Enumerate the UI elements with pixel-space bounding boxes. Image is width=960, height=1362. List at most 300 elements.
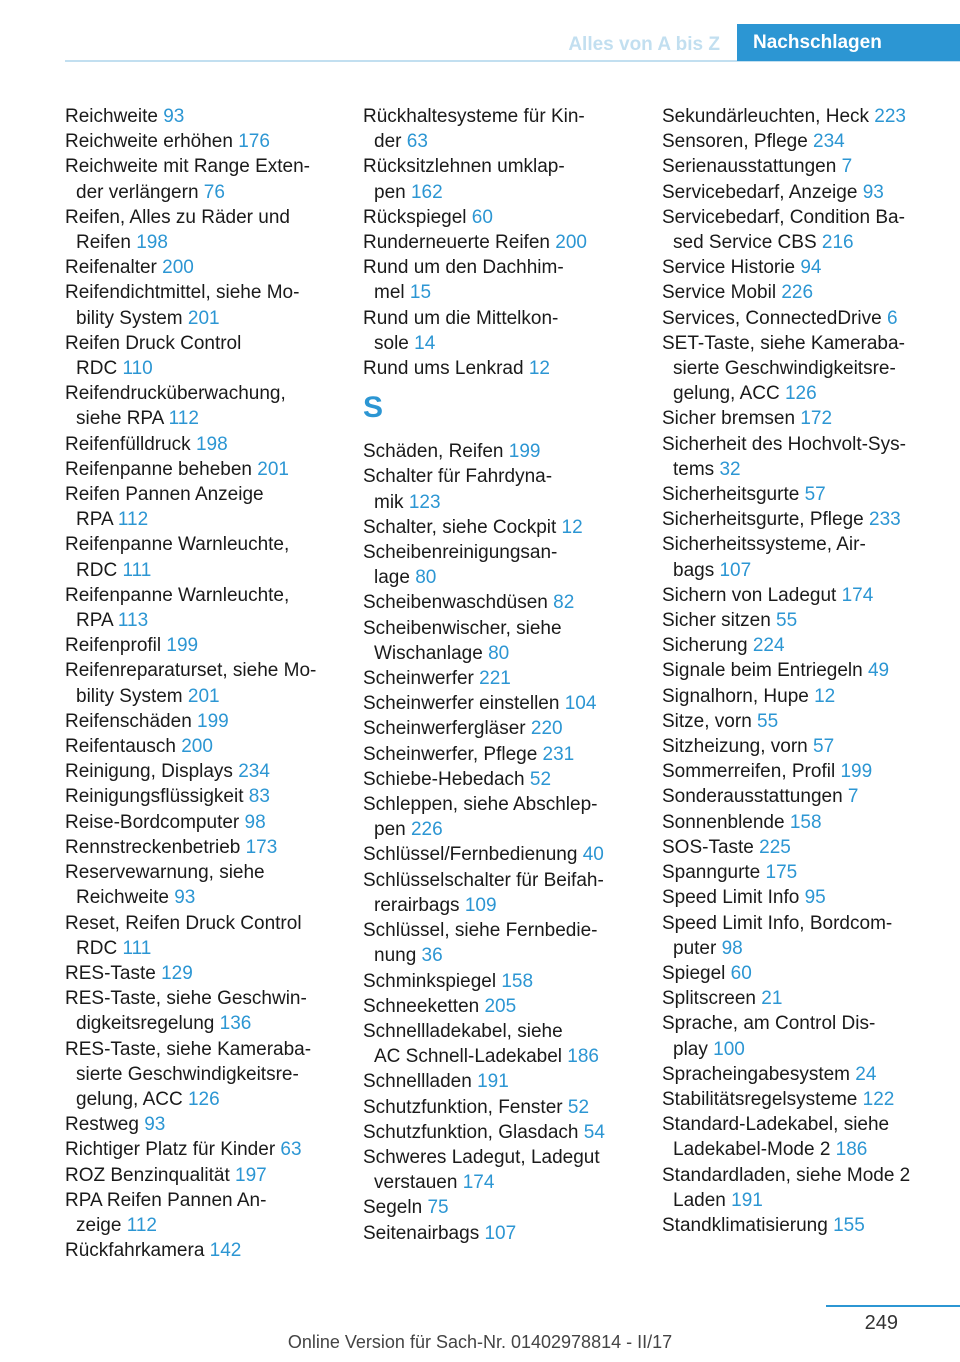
index-column-3: [662, 104, 952, 1238]
page-reference-link[interactable]: 216: [821, 232, 854, 254]
index-entry-text: Scheinwerfer: [363, 668, 480, 690]
index-entry: [662, 180, 952, 205]
page-reference-link[interactable]: 226: [781, 282, 814, 304]
index-entry-text: RPA: [76, 509, 118, 531]
index-entry-text: Schäden, Reifen: [363, 441, 509, 463]
index-entry-text: Reifen, Alles zu Räder und: [65, 206, 290, 228]
index-entry-text: Scheibenwaschdüsen: [363, 592, 554, 614]
page-reference-link[interactable]: 75: [427, 1197, 449, 1219]
index-entry-text: Reifentausch: [65, 736, 182, 758]
index-entry-text: Reichweite erhöhen: [65, 131, 239, 153]
index-entry: [65, 381, 340, 431]
index-entry-text: RES-Taste: [65, 962, 162, 984]
index-entry-text: Schlüssel/Fernbedienung: [363, 844, 583, 866]
index-entry-text: Sicherheit des Hochvolt-Sys-: [662, 433, 906, 455]
index-entry: [363, 1221, 638, 1246]
index-entry-text: RES-Taste, siehe Kameraba-: [65, 1038, 312, 1060]
index-entry-text: Sicher sitzen: [662, 610, 777, 632]
page-reference-link[interactable]: 122: [862, 1088, 895, 1110]
page-reference-link[interactable]: 95: [804, 887, 826, 909]
page-reference-link[interactable]: 98: [244, 811, 266, 833]
index-entry-text: Splitscreen: [662, 988, 762, 1010]
breadcrumb-section[interactable]: Alles von A bis Z: [568, 34, 720, 55]
index-entry-text: Reifenfülldruck: [65, 433, 196, 455]
index-entry-text: ROZ Benzinqualität: [65, 1164, 236, 1186]
index-entry: [65, 1112, 340, 1137]
index-entry-text: Reichweite: [65, 106, 164, 127]
index-entry: [662, 280, 952, 305]
index-entry-text: Scheinwerfer, Pflege: [363, 743, 543, 765]
index-entry-text: tems: [673, 458, 720, 480]
index-entry: [662, 633, 952, 658]
index-entry-text: Sicher bremsen: [662, 408, 801, 430]
index-entry: [65, 810, 340, 835]
index-entry-text: Signale beim Entriegeln: [662, 660, 868, 682]
index-entry-text: Reifenpanne Warnleuchte,: [65, 584, 290, 606]
page-reference-link[interactable]: 54: [583, 1121, 605, 1143]
page-reference-link[interactable]: 55: [776, 610, 798, 632]
index-entry-text: bags: [673, 559, 720, 581]
page-reference-link[interactable]: 7: [841, 156, 853, 178]
page-reference-link[interactable]: 142: [209, 1240, 242, 1262]
index-entry-text: verstauen: [374, 1172, 463, 1194]
page-reference-link[interactable]: 155: [833, 1214, 865, 1236]
index-entry: [65, 129, 340, 154]
index-entry-text: Rund ums Lenkrad: [363, 358, 529, 380]
page-reference-link[interactable]: 93: [144, 1114, 166, 1136]
page-reference-link[interactable]: 63: [406, 131, 428, 153]
page-reference-link[interactable]: 32: [719, 458, 741, 480]
index-entry-text: Spracheingabesystem: [662, 1063, 856, 1085]
page-reference-link[interactable]: 129: [161, 962, 193, 984]
index-entry-text: bility System: [76, 685, 188, 707]
page-reference-link[interactable]: 191: [731, 1189, 763, 1211]
index-entry-text: mel: [374, 282, 410, 304]
page-reference-link[interactable]: 220: [530, 718, 563, 740]
index-entry: [65, 734, 340, 759]
page-reference-link[interactable]: 12: [528, 358, 550, 380]
index-entry-text: Sitzheizung, vorn: [662, 736, 814, 758]
index-entry-text: Reifen Druck Control: [65, 332, 242, 354]
page-reference-link[interactable]: 200: [181, 736, 213, 758]
breadcrumb-chapter-tab[interactable]: Nachschlagen: [737, 24, 960, 61]
page-reference-link[interactable]: 98: [721, 937, 743, 959]
page-reference-link[interactable]: 197: [235, 1164, 267, 1186]
page-reference-link[interactable]: 158: [501, 970, 534, 992]
index-entry: [363, 205, 638, 230]
page-reference-link[interactable]: 162: [410, 181, 443, 203]
page-reference-link[interactable]: 104: [564, 693, 597, 715]
page-reference-link[interactable]: 221: [479, 668, 511, 690]
index-entry-text: RDC: [76, 559, 123, 581]
index-entry: [363, 230, 638, 255]
index-entry-text: Schiebe-Hebedach: [363, 768, 530, 790]
page-reference-link[interactable]: 6: [886, 307, 898, 329]
page-reference-link[interactable]: 93: [174, 887, 196, 909]
page-reference-link[interactable]: 49: [867, 660, 890, 682]
page-reference-link[interactable]: 80: [415, 567, 437, 589]
page-reference-link[interactable]: 24: [855, 1063, 877, 1085]
page-reference-link[interactable]: 199: [508, 441, 541, 463]
index-entry: [65, 482, 340, 532]
index-entry-text: Sonnenblende: [662, 811, 790, 833]
index-entry: [363, 590, 638, 615]
index-entry: [65, 961, 340, 986]
index-entry-text: Laden: [673, 1189, 732, 1211]
index-entry-text: Scheibenreinigungsan-: [363, 542, 558, 564]
page-reference-link[interactable]: 200: [162, 257, 194, 279]
index-entry-text: Reifenpanne Warnleuchte,: [65, 534, 290, 556]
index-entry: [662, 784, 952, 809]
page-reference-link[interactable]: 107: [484, 1222, 517, 1244]
index-entry-text: RDC: [76, 937, 123, 959]
page-reference-link[interactable]: 109: [464, 894, 497, 916]
index-entry-text: Serienausstattungen: [662, 156, 842, 178]
index-entry-text: Reifen: [76, 232, 137, 254]
index-entry-text: Schminkspiegel: [363, 970, 502, 992]
index-entry-text: Schutzfunktion, Glasdach: [363, 1121, 584, 1143]
index-entry-text: RES-Taste, siehe Geschwin-: [65, 988, 307, 1010]
page-reference-link[interactable]: 113: [117, 610, 149, 632]
index-entry: [363, 918, 638, 968]
index-entry: [363, 1120, 638, 1145]
index-entry: [363, 691, 638, 716]
index-entry-text: Reifenpanne beheben: [65, 458, 258, 480]
page-reference-link[interactable]: 57: [813, 736, 835, 758]
page-reference-link[interactable]: 175: [765, 862, 798, 884]
index-entry: [662, 432, 952, 482]
page-reference-link[interactable]: 205: [484, 995, 517, 1017]
index-entry: [662, 759, 952, 784]
index-entry: [363, 515, 638, 540]
index-entry-text: Rund um die Mittelkon-: [363, 307, 559, 329]
index-entry: [65, 255, 340, 280]
index-entry: [363, 356, 638, 381]
page-reference-link[interactable]: 226: [410, 819, 443, 841]
index-entry-text: Richtiger Platz für Kinder: [65, 1139, 281, 1161]
index-entry-text: Sicherheitsgurte: [662, 484, 805, 506]
page-reference-link[interactable]: 83: [248, 786, 270, 808]
page-reference-link[interactable]: 174: [462, 1172, 495, 1194]
index-entry: [662, 608, 952, 633]
index-entry: [662, 104, 952, 129]
page-reference-link[interactable]: 100: [713, 1038, 745, 1060]
index-entry-text: zeige: [76, 1214, 127, 1236]
index-entry-text: RDC: [76, 358, 123, 380]
page-reference-link[interactable]: 15: [409, 282, 432, 304]
index-entry-text: nung: [374, 945, 422, 967]
page-reference-link[interactable]: 7: [847, 786, 859, 808]
index-entry-text: Schlüssel, siehe Fernbedie-: [363, 920, 598, 942]
page-reference-link[interactable]: 223: [874, 106, 906, 127]
index-entry-text: sed Service CBS: [673, 232, 822, 254]
page-reference-link[interactable]: 36: [421, 945, 443, 967]
index-entry-text: der verlängern: [76, 181, 204, 203]
index-entry-text: Schutzfunktion, Fenster: [363, 1096, 568, 1118]
page-reference-link[interactable]: 234: [238, 761, 270, 783]
index-entry-text: Reifen Pannen Anzeige: [65, 484, 264, 506]
index-entry: [662, 709, 952, 734]
index-entry-text: Sonderausstattungen: [662, 786, 848, 808]
page-reference-link[interactable]: 191: [477, 1071, 509, 1093]
page-reference-link[interactable]: 174: [841, 584, 874, 606]
index-entry-text: Sekundärleuchten, Heck: [662, 106, 875, 127]
index-entry: [662, 154, 952, 179]
index-entry-text: Sichern von Ladegut: [662, 584, 842, 606]
page-reference-link[interactable]: 123: [408, 491, 441, 513]
index-entry-text: Ladekabel-Mode 2: [673, 1139, 836, 1161]
page-reference-link[interactable]: 110: [122, 358, 153, 380]
page-reference-link[interactable]: 126: [784, 383, 817, 405]
index-entry-text: Reinigungsflüssigkeit: [65, 786, 249, 808]
page-reference-link[interactable]: 201: [187, 307, 220, 329]
index-entry-text: sole: [374, 332, 415, 354]
page-reference-link[interactable]: 112: [117, 509, 149, 531]
index-entry-text: Servicebedarf, Condition Ba-: [662, 206, 905, 228]
page-reference-link[interactable]: 136: [219, 1013, 252, 1035]
index-entry: [662, 255, 952, 280]
footer-rule: [826, 1305, 960, 1307]
index-entry: [65, 784, 340, 809]
page-reference-link[interactable]: 60: [730, 962, 752, 984]
page-reference-link[interactable]: 158: [789, 811, 822, 833]
index-entry: [662, 810, 952, 835]
index-entry: [363, 306, 638, 356]
page-reference-link[interactable]: 172: [800, 408, 833, 430]
index-entry-text: pen: [374, 819, 411, 841]
index-entry-text: Schnellladekabel, siehe: [363, 1020, 563, 1042]
index-entry: [662, 331, 952, 407]
page-reference-link[interactable]: 186: [567, 1046, 599, 1068]
index-entry: [662, 986, 952, 1011]
index-entry-text: Stabilitätsregelsysteme: [662, 1088, 863, 1110]
index-group-after: [363, 439, 638, 1246]
index-entry: [662, 306, 952, 331]
index-entry: [662, 835, 952, 860]
page-reference-link[interactable]: 94: [800, 257, 822, 279]
index-entry-text: Spiegel: [662, 962, 731, 984]
index-entry-text: Reifenalter: [65, 257, 163, 279]
page-reference-link[interactable]: 112: [126, 1214, 157, 1236]
index-entry: [363, 767, 638, 792]
index-entry: [662, 860, 952, 885]
index-entry-text: Scheinwerfergläser: [363, 718, 531, 740]
index-entry-text: Wischanlage: [374, 642, 489, 664]
index-entry: [65, 583, 340, 633]
index-entry-text: Standard-Ladekabel, siehe: [662, 1114, 890, 1136]
index-entry-text: pen: [374, 181, 411, 203]
index-entry-text: Servicebedarf, Anzeige: [662, 181, 863, 203]
page-number: 249: [864, 1312, 898, 1334]
index-entry-text: Schweres Ladegut, Ladegut: [363, 1146, 600, 1168]
page-reference-link[interactable]: 234: [813, 131, 845, 153]
index-entry-text: play: [673, 1038, 714, 1060]
index-entry-text: Scheibenwischer, siehe: [363, 617, 562, 639]
index-entry: [363, 842, 638, 867]
index-entry: [662, 885, 952, 910]
index-entry: [662, 482, 952, 507]
index-entry: [662, 1062, 952, 1087]
page-reference-link[interactable]: 63: [280, 1139, 302, 1161]
page-reference-link[interactable]: 55: [757, 710, 779, 732]
index-entry-text: gelung, ACC: [673, 383, 785, 405]
page-reference-link[interactable]: 231: [542, 743, 575, 765]
index-entry: [363, 540, 638, 590]
section-letter-heading: S: [363, 391, 384, 425]
index-entry: [65, 658, 340, 708]
page-reference-link[interactable]: 40: [582, 844, 604, 866]
index-entry-text: sierte Geschwindigkeitsre-: [76, 1063, 299, 1085]
index-entry-text: bility System: [76, 307, 188, 329]
page-reference-link[interactable]: 21: [761, 988, 783, 1010]
index-entry: [662, 129, 952, 154]
page-reference-link[interactable]: 186: [835, 1139, 868, 1161]
page-reference-link[interactable]: 80: [488, 642, 510, 664]
index-entry-text: Reinigung, Displays: [65, 761, 239, 783]
page-reference-link[interactable]: 111: [122, 559, 152, 581]
page-reference-link[interactable]: 176: [238, 131, 270, 153]
index-entry: [65, 457, 340, 482]
index-entry-text: Reise-Bordcomputer: [65, 811, 245, 833]
index-entry-text: Rund um den Dachhim-: [363, 257, 564, 279]
index-entry: [662, 1011, 952, 1061]
page-reference-link[interactable]: 199: [840, 761, 873, 783]
index-entry: [65, 104, 340, 129]
index-entry: [363, 1145, 638, 1195]
index-entry: [65, 1163, 340, 1188]
index-entry: [363, 464, 638, 514]
index-entry: [363, 994, 638, 1019]
page-reference-link[interactable]: 12: [814, 685, 836, 707]
index-entry: [65, 835, 340, 860]
index-entry-text: Reichweite: [76, 887, 175, 909]
index-entry-text: Schlüsselschalter für Beifah-: [363, 869, 604, 891]
page-reference-link[interactable]: 198: [195, 433, 228, 455]
index-column-2: [363, 104, 638, 1246]
index-entry-text: Rückfahrkamera: [65, 1240, 210, 1262]
index-entry-text: Sicherung: [662, 635, 753, 657]
page-reference-link[interactable]: 82: [553, 592, 575, 614]
index-entry: [363, 154, 638, 204]
index-entry: [363, 616, 638, 666]
index-entry: [65, 1037, 340, 1113]
page-reference-link[interactable]: 201: [257, 458, 289, 480]
index-entry: [662, 684, 952, 709]
index-column-1: [65, 104, 340, 1263]
index-entry-text: Sommerreifen, Profil: [662, 761, 841, 783]
index-entry: [363, 742, 638, 767]
index-entry: [662, 1213, 952, 1238]
index-entry-text: Spanngurte: [662, 862, 766, 884]
page-reference-link[interactable]: 224: [752, 635, 785, 657]
index-entry: [662, 205, 952, 255]
page-reference-link[interactable]: 76: [203, 181, 225, 203]
index-entry-text: Reifenreparaturset, siehe Mo-: [65, 660, 317, 682]
index-entry: [662, 961, 952, 986]
index-entry-text: Service Historie: [662, 257, 801, 279]
page-reference-link[interactable]: 126: [187, 1088, 220, 1110]
index-entry-text: Rücksitzlehnen umklap-: [363, 156, 565, 178]
page-reference-link[interactable]: 14: [414, 332, 436, 354]
index-entry: [662, 658, 952, 683]
index-entry-text: Reservewarnung, siehe: [65, 862, 265, 884]
page-reference-link[interactable]: 52: [529, 768, 552, 790]
index-entry: [65, 1137, 340, 1162]
index-entry-text: Schalter für Fahrdyna-: [363, 466, 553, 488]
page-reference-link[interactable]: 198: [136, 232, 168, 254]
index-entry: [65, 1188, 340, 1238]
page-reference-link[interactable]: 12: [561, 516, 583, 538]
index-entry-text: Schnellladen: [363, 1071, 478, 1093]
index-entry: [363, 439, 638, 464]
online-version-note: Online Version für Sach-Nr. 01402978814 - II/17: [287, 1332, 673, 1352]
page-reference-link[interactable]: 111: [122, 937, 152, 959]
page-reference-link[interactable]: 112: [168, 408, 199, 430]
index-entry-text: Scheinwerfer einstellen: [363, 693, 565, 715]
index-entry-text: Sicherheitsgurte, Pflege: [662, 509, 870, 531]
index-entry-text: Restweg: [65, 1114, 145, 1136]
index-entry: [65, 1238, 340, 1263]
index-entry: [662, 532, 952, 582]
index-entry-text: Runderneuerte Reifen: [363, 232, 556, 254]
index-entry-text: sierte Geschwindigkeitsre-: [673, 358, 896, 380]
index-entry: [363, 1195, 638, 1220]
index-entry: [65, 331, 340, 381]
index-entry-text: siehe RPA: [76, 408, 169, 430]
index-entry-text: Rückspiegel: [363, 206, 472, 228]
page-reference-link[interactable]: 52: [567, 1096, 590, 1118]
index-entry-text: Signalhorn, Hupe: [662, 685, 815, 707]
index-entry: [363, 1069, 638, 1094]
index-entry: [662, 507, 952, 532]
page-reference-link[interactable]: 93: [862, 181, 884, 203]
index-entry-text: Service Mobil: [662, 282, 782, 304]
index-entry: [65, 205, 340, 255]
index-entry-text: Standardladen, siehe Mode 2: [662, 1164, 911, 1186]
index-entry-text: Sprache, am Control Dis-: [662, 1013, 876, 1035]
page-reference-link[interactable]: 173: [245, 836, 278, 858]
index-entry: [363, 1019, 638, 1069]
index-entry-text: mik: [374, 491, 409, 513]
page-reference-link[interactable]: 201: [187, 685, 220, 707]
index-entry-text: Speed Limit Info: [662, 887, 805, 909]
index-entry-text: Services, ConnectedDrive: [662, 307, 887, 329]
page-reference-link[interactable]: 225: [759, 836, 791, 858]
index-entry-text: SOS-Taste: [662, 836, 760, 858]
page-reference-link[interactable]: 200: [555, 232, 587, 254]
index-entry-text: Reset, Reifen Druck Control: [65, 912, 302, 934]
index-entry-text: der: [374, 131, 407, 153]
page-reference-link[interactable]: 107: [719, 559, 752, 581]
index-entry-text: Reichweite mit Range Exten-: [65, 156, 310, 178]
index-entry: [65, 860, 340, 910]
index-entry: [363, 792, 638, 842]
index-group-before: [363, 104, 638, 381]
page-reference-link[interactable]: 57: [804, 484, 826, 506]
index-entry: [65, 633, 340, 658]
index-entry-text: Standklimatisierung: [662, 1214, 834, 1236]
page-reference-link[interactable]: 93: [163, 106, 185, 127]
index-entry-text: Schneeketten: [363, 995, 485, 1017]
index-entry: [363, 255, 638, 305]
index-entry: [65, 154, 340, 204]
page-reference-link[interactable]: 199: [197, 710, 229, 732]
index-entry-text: Rückhaltesysteme für Kin-: [363, 106, 585, 127]
page-reference-link[interactable]: 233: [869, 509, 901, 531]
page-reference-link[interactable]: 60: [471, 206, 493, 228]
page-reference-link[interactable]: 199: [166, 635, 199, 657]
index-entry-text: rerairbags: [374, 894, 465, 916]
